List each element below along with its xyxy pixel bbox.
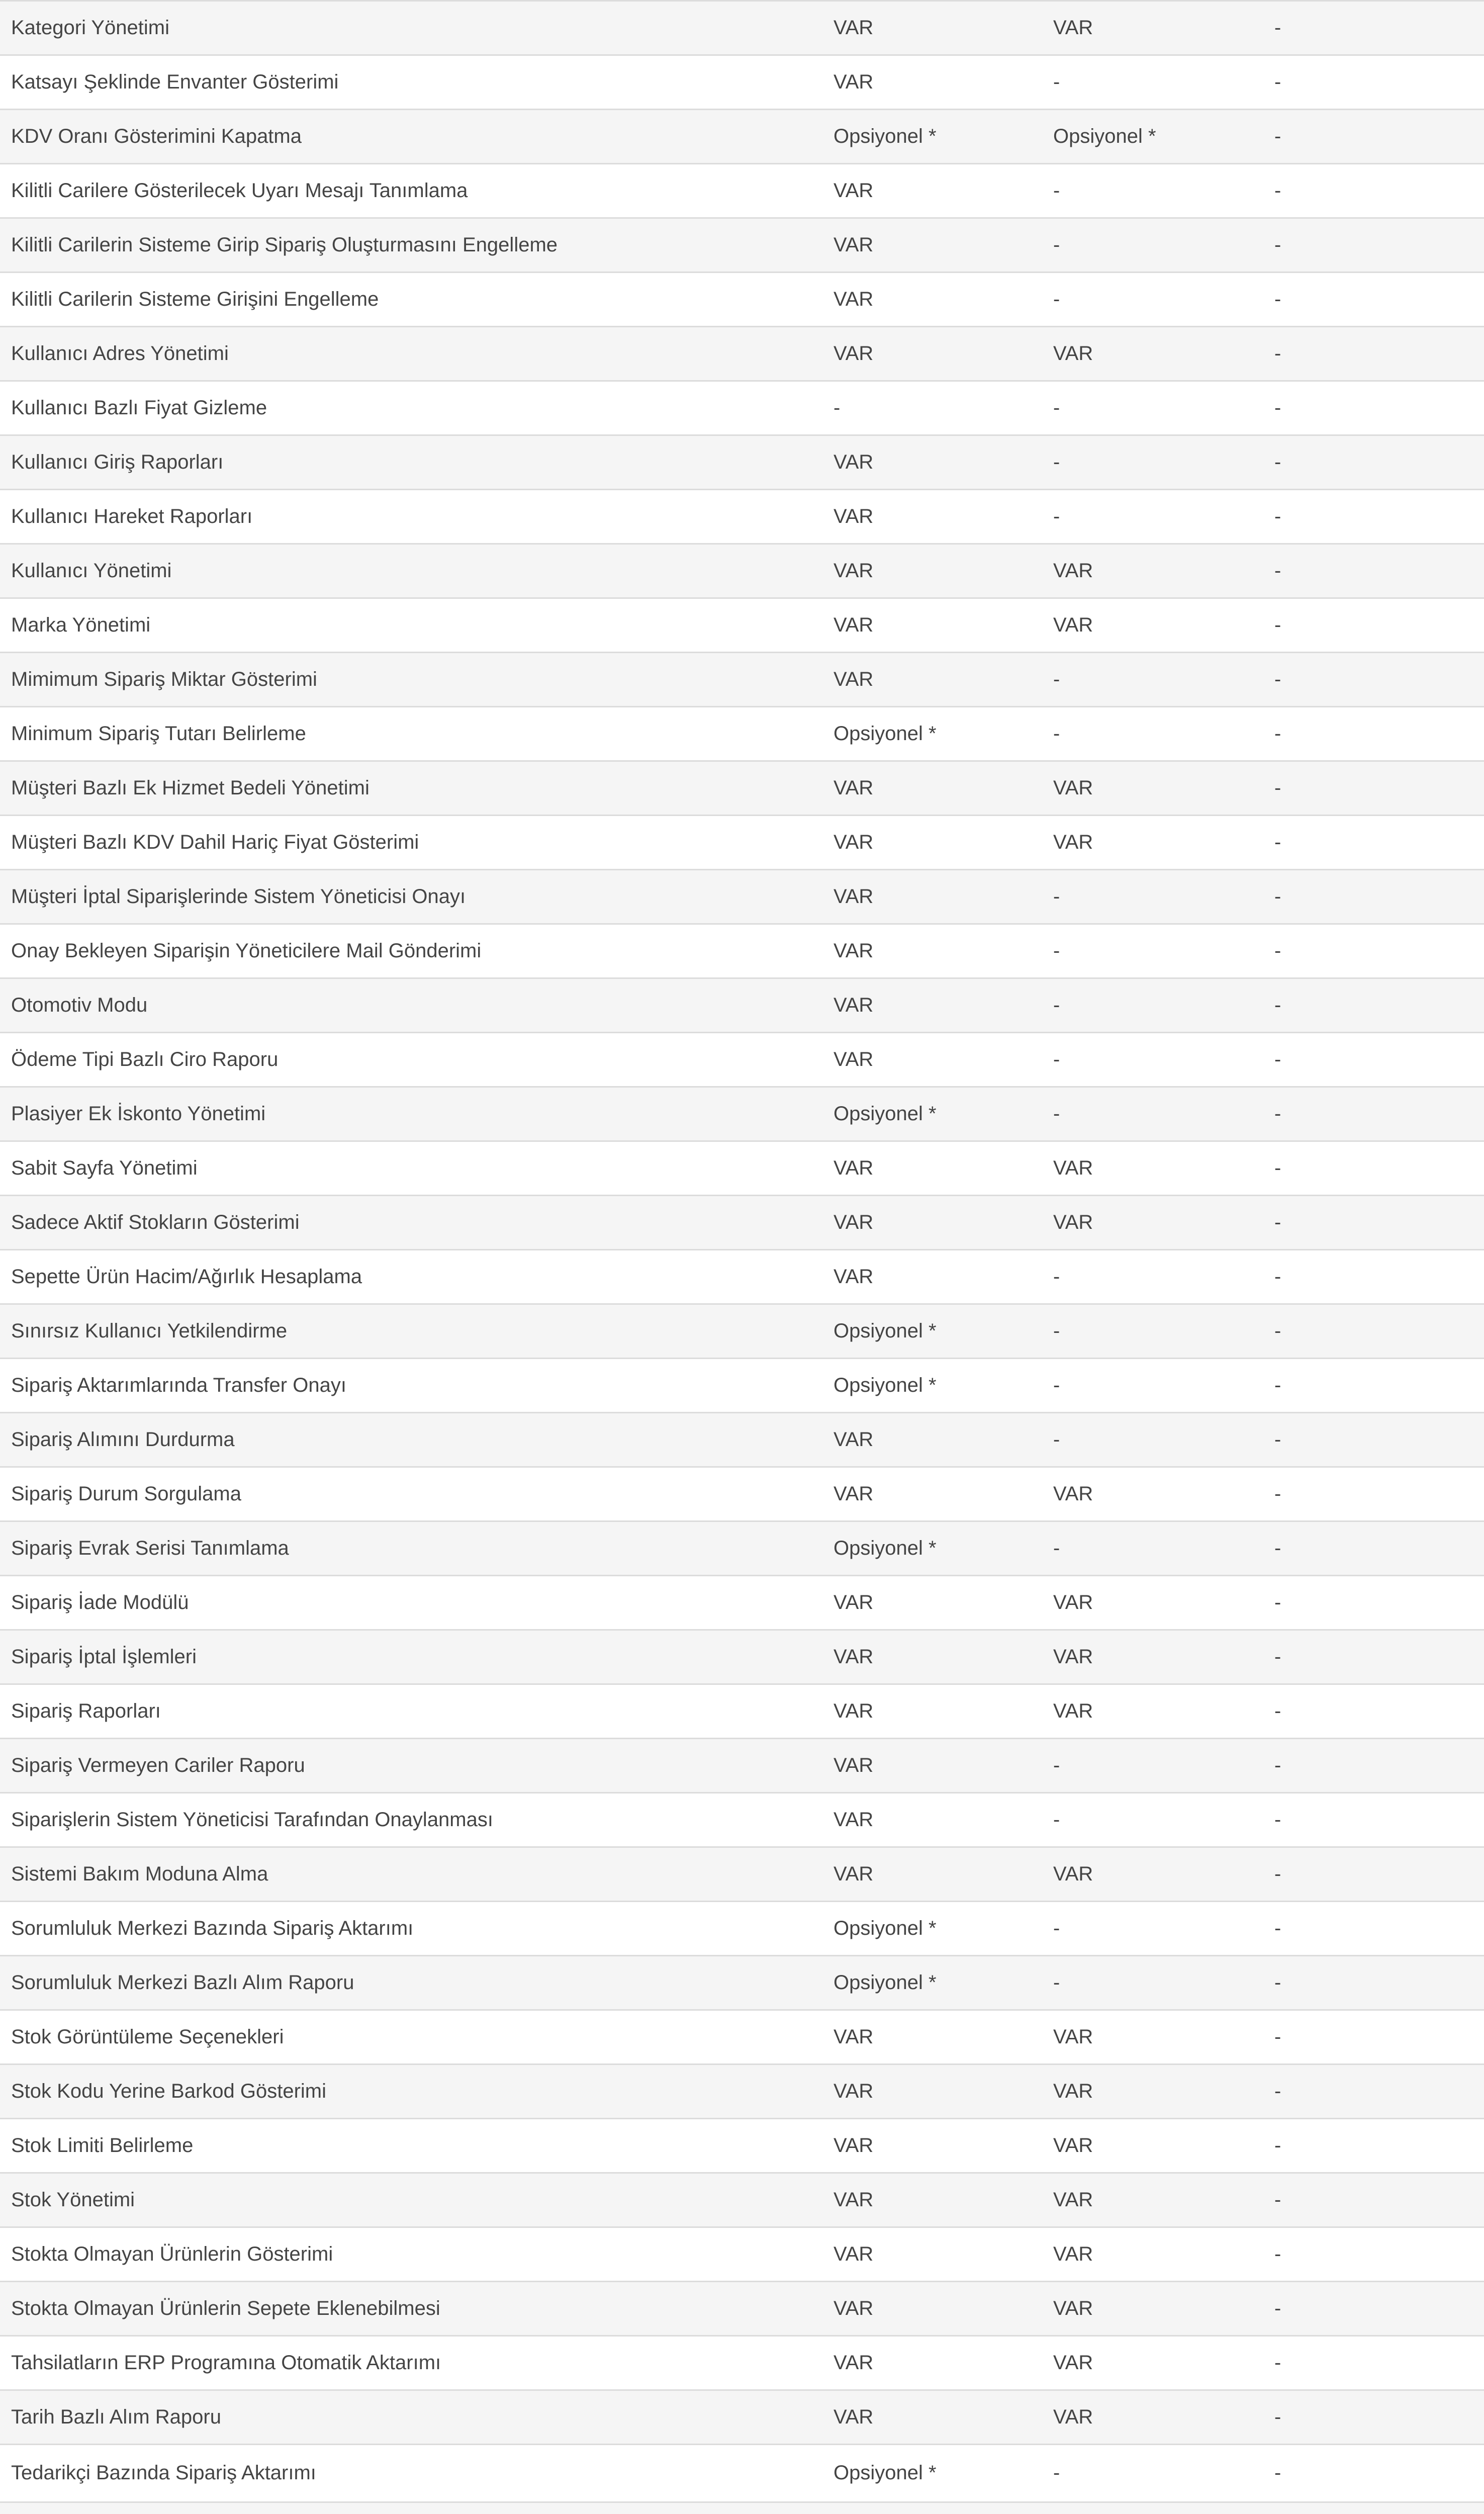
plan-3-value-cell: -: [1274, 1374, 1281, 1396]
feature-name-cell: Stok Görüntüleme Seçenekleri: [11, 2026, 284, 2048]
plan-3-value-cell: -: [1274, 2406, 1281, 2428]
plan-2-value-cell: VAR: [1053, 1591, 1093, 1613]
table-row: [0, 870, 1484, 924]
feature-name-cell: Onay Bekleyen Siparişin Yöneticilere Mail Gönderimi: [11, 940, 482, 962]
table-row: [0, 707, 1484, 761]
table-row: [0, 1521, 1484, 1576]
table-row: [0, 816, 1484, 870]
plan-1-value-cell: Opsiyonel *: [833, 1537, 937, 1559]
feature-name-cell: Kategori Yönetimi: [11, 17, 169, 39]
table-row: [0, 1684, 1484, 1739]
table-row: [0, 2336, 1484, 2390]
plan-3-value-cell: -: [1274, 1917, 1281, 1939]
plan-2-value-cell: -: [1053, 1809, 1060, 1831]
table-row: [0, 2445, 1484, 2502]
feature-name-cell: [0, 2502, 822, 2514]
feature-name-cell: Müşteri İptal Siparişlerinde Sistem Yöneticisi Onayı: [11, 885, 466, 908]
feature-name-cell: Kullanıcı Bazlı Fiyat Gizleme: [11, 397, 267, 419]
feature-name-cell: Müşteri Bazlı KDV Dahil Hariç Fiyat Gösterimi: [11, 831, 419, 853]
plan-3-value-cell: -: [1274, 614, 1281, 636]
plan-3-value-cell: -: [1274, 2243, 1281, 2265]
plan-2-value-cell: [1042, 2502, 1263, 2514]
plan-2-value-cell: -: [1053, 1374, 1060, 1396]
plan-2-value-cell: VAR: [1053, 1211, 1093, 1233]
feature-name-cell: Marka Yönetimi: [11, 614, 151, 636]
plan-2-value-cell: -: [1053, 2462, 1060, 2484]
plan-2-value-cell: -: [1053, 1754, 1060, 1776]
feature-name-cell: Minimum Sipariş Tutarı Belirleme: [11, 723, 306, 745]
plan-2-value-cell: VAR: [1053, 560, 1093, 582]
feature-name-cell: Kilitli Carilere Gösterilecek Uyarı Mesajı Tanımlama: [11, 179, 468, 202]
plan-1-value-cell: VAR: [833, 831, 874, 853]
plan-3-value-cell: -: [1274, 1971, 1281, 1994]
plan-3-value-cell: -: [1274, 234, 1281, 256]
table-row: [0, 1630, 1484, 1684]
table-row: [0, 761, 1484, 816]
feature-name-cell: Sipariş Vermeyen Cariler Raporu: [11, 1754, 305, 1776]
plan-1-value-cell: VAR: [833, 1700, 874, 1722]
plan-3-value-cell: -: [1274, 1048, 1281, 1070]
table-row: [0, 2010, 1484, 2064]
plan-2-value-cell: Opsiyonel *: [1053, 125, 1156, 147]
feature-name-cell: KDV Oranı Gösterimini Kapatma: [11, 125, 302, 147]
table-row: [0, 55, 1484, 110]
feature-name-cell: Sipariş Raporları: [11, 1700, 161, 1722]
feature-name-cell: Kullanıcı Yönetimi: [11, 560, 172, 582]
plan-1-value-cell: VAR: [833, 71, 874, 93]
table-row: [0, 1359, 1484, 1413]
plan-2-value-cell: -: [1053, 505, 1060, 527]
plan-2-value-cell: -: [1053, 1917, 1060, 1939]
plan-1-value-cell: VAR: [833, 560, 874, 582]
plan-2-value-cell: VAR: [1053, 2026, 1093, 2048]
table-row: [0, 273, 1484, 327]
plan-1-value-cell: VAR: [833, 614, 874, 636]
plan-1-value-cell: Opsiyonel *: [833, 1320, 937, 1342]
plan-1-value-cell: VAR: [833, 1266, 874, 1288]
plan-1-value-cell: Opsiyonel *: [833, 125, 937, 147]
feature-name-cell: Tarih Bazlı Alım Raporu: [11, 2406, 221, 2428]
plan-3-value-cell: -: [1274, 1320, 1281, 1342]
plan-1-value-cell: Opsiyonel *: [833, 1971, 937, 1994]
plan-1-value-cell: Opsiyonel *: [833, 1374, 937, 1396]
plan-1-value-cell: VAR: [833, 2134, 874, 2157]
table-row: [0, 2173, 1484, 2227]
feature-name-cell: Kilitli Carilerin Sisteme Girip Sipariş Oluşturmasını Engelleme: [11, 234, 558, 256]
plan-2-value-cell: -: [1053, 234, 1060, 256]
plan-3-value-cell: -: [1274, 451, 1281, 473]
plan-3-value-cell: -: [1274, 2189, 1281, 2211]
plan-3-value-cell: -: [1274, 1483, 1281, 1505]
feature-name-cell: Sorumluluk Merkezi Bazında Sipariş Aktarımı: [11, 1917, 414, 1939]
table-row: [0, 1902, 1484, 1956]
feature-name-cell: Sepette Ürün Hacim/Ağırlık Hesaplama: [11, 1266, 362, 1288]
plan-1-value-cell: VAR: [833, 2189, 874, 2211]
plan-3-value-cell: -: [1274, 1809, 1281, 1831]
table-row: [0, 653, 1484, 707]
table-row: [0, 1141, 1484, 1196]
table-row: [0, 327, 1484, 381]
table-row: [0, 1739, 1484, 1793]
plan-3-value-cell: -: [1274, 2134, 1281, 2157]
plan-2-value-cell: VAR: [1053, 2406, 1093, 2428]
table-row: [0, 978, 1484, 1033]
plan-2-value-cell: VAR: [1053, 1700, 1093, 1722]
table-row: [0, 2227, 1484, 2282]
table-row: [0, 110, 1484, 164]
plan-2-value-cell: VAR: [1053, 614, 1093, 636]
plan-1-value-cell: -: [833, 397, 841, 419]
plan-1-value-cell: VAR: [833, 451, 874, 473]
table-row: [0, 1196, 1484, 1250]
feature-name-cell: Tahsilatların ERP Programına Otomatik Aktarımı: [11, 2352, 441, 2374]
table-row: [0, 381, 1484, 435]
plan-3-value-cell: -: [1274, 2080, 1281, 2102]
feature-name-cell: Stokta Olmayan Ürünlerin Gösterimi: [11, 2243, 333, 2265]
plan-3-value-cell: -: [1274, 1157, 1281, 1179]
feature-name-cell: Tedarikçi Bazında Sipariş Aktarımı: [11, 2462, 316, 2484]
table-row: [0, 1087, 1484, 1141]
feature-name-cell: Ödeme Tipi Bazlı Ciro Raporu: [11, 1048, 279, 1070]
feature-name-cell: Sorumluluk Merkezi Bazlı Alım Raporu: [11, 1971, 354, 1994]
plan-1-value-cell: VAR: [833, 2352, 874, 2374]
plan-2-value-cell: VAR: [1053, 1646, 1093, 1668]
feature-name-cell: Stokta Olmayan Ürünlerin Sepete Eklenebilmesi: [11, 2297, 440, 2319]
table-row: [0, 1467, 1484, 1521]
table-row: [0, 490, 1484, 544]
feature-name-cell: Sadece Aktif Stokların Gösterimi: [11, 1211, 300, 1233]
plan-1-value-cell: VAR: [833, 1211, 874, 1233]
table-row: [0, 924, 1484, 978]
plan-3-value-cell: -: [1274, 2026, 1281, 2048]
table-row: [0, 435, 1484, 490]
plan-1-value-cell: VAR: [833, 2026, 874, 2048]
plan-3-value-cell: -: [1274, 1700, 1281, 1722]
plan-2-value-cell: VAR: [1053, 777, 1093, 799]
feature-name-cell: Katsayı Şeklinde Envanter Gösterimi: [11, 71, 339, 93]
plan-1-value-cell: VAR: [833, 777, 874, 799]
table-row: [0, 1576, 1484, 1630]
table-row: [0, 1413, 1484, 1467]
plan-2-value-cell: -: [1053, 1266, 1060, 1288]
table-row: [0, 1956, 1484, 2010]
feature-name-cell: Sipariş Durum Sorgulama: [11, 1483, 241, 1505]
plan-1-value-cell: Opsiyonel *: [833, 723, 937, 745]
plan-2-value-cell: VAR: [1053, 2243, 1093, 2265]
plan-1-value-cell: VAR: [833, 940, 874, 962]
feature-name-cell: Sipariş Evrak Serisi Tanımlama: [11, 1537, 289, 1559]
plan-2-value-cell: VAR: [1053, 2134, 1093, 2157]
plan-3-value-cell: -: [1274, 1211, 1281, 1233]
plan-3-value-cell: -: [1274, 1537, 1281, 1559]
feature-name-cell: Mimimum Sipariş Miktar Gösterimi: [11, 668, 317, 690]
plan-3-value-cell: -: [1274, 668, 1281, 690]
table-row: [0, 1033, 1484, 1087]
plan-2-value-cell: -: [1053, 1320, 1060, 1342]
plan-1-value-cell: VAR: [833, 1863, 874, 1885]
plan-1-value-cell: VAR: [833, 2080, 874, 2102]
plan-1-value-cell: VAR: [833, 17, 874, 39]
plan-3-value-cell: -: [1274, 179, 1281, 202]
feature-name-cell: Sistemi Bakım Moduna Alma: [11, 1863, 268, 1885]
plan-3-value-cell: -: [1274, 505, 1281, 527]
plan-2-value-cell: VAR: [1053, 2080, 1093, 2102]
plan-2-value-cell: VAR: [1053, 17, 1093, 39]
table-row: [0, 1847, 1484, 1902]
plan-3-value-cell: -: [1274, 2462, 1281, 2484]
plan-3-value-cell: -: [1274, 560, 1281, 582]
table-row: [0, 2119, 1484, 2173]
plan-2-value-cell: -: [1053, 723, 1060, 745]
plan-2-value-cell: -: [1053, 71, 1060, 93]
plan-3-value-cell: -: [1274, 1103, 1281, 1125]
plan-3-value-cell: -: [1274, 885, 1281, 908]
feature-name-cell: Sipariş İptal İşlemleri: [11, 1646, 197, 1668]
feature-name-cell: Kullanıcı Hareket Raporları: [11, 505, 253, 527]
table-body: [0, 1, 1484, 2514]
plan-3-value-cell: -: [1274, 2352, 1281, 2374]
plan-2-value-cell: -: [1053, 1048, 1060, 1070]
plan-3-value-cell: -: [1274, 1863, 1281, 1885]
plan-2-value-cell: VAR: [1053, 1863, 1093, 1885]
feature-name-cell: Kullanıcı Giriş Raporları: [11, 451, 224, 473]
plan-2-value-cell: VAR: [1053, 342, 1093, 365]
plan-2-value-cell: -: [1053, 288, 1060, 310]
plan-3-value-cell: -: [1274, 1754, 1281, 1776]
table-row: [0, 218, 1484, 273]
plan-3-value-cell: -: [1274, 777, 1281, 799]
plan-1-value-cell: VAR: [833, 1646, 874, 1668]
plan-1-value-cell: VAR: [833, 1591, 874, 1613]
feature-name-cell: Otomotiv Modu: [11, 994, 148, 1016]
feature-name-cell: Sipariş İade Modülü: [11, 1591, 189, 1613]
table-row: [0, 2282, 1484, 2336]
plan-3-value-cell: -: [1274, 397, 1281, 419]
table-row: [0, 164, 1484, 218]
plan-2-value-cell: -: [1053, 451, 1060, 473]
plan-2-value-cell: -: [1053, 994, 1060, 1016]
feature-name-cell: Siparişlerin Sistem Yöneticisi Tarafından Onaylanması: [11, 1809, 493, 1831]
feature-name-cell: Kullanıcı Adres Yönetimi: [11, 342, 229, 365]
plan-2-value-cell: -: [1053, 1103, 1060, 1125]
feature-name-cell: Müşteri Bazlı Ek Hizmet Bedeli Yönetimi: [11, 777, 369, 799]
plan-2-value-cell: -: [1053, 668, 1060, 690]
plan-1-value-cell: VAR: [833, 885, 874, 908]
plan-2-value-cell: -: [1053, 885, 1060, 908]
feature-name-cell: Sipariş Alımını Durdurma: [11, 1428, 235, 1451]
table-row: [0, 1, 1484, 55]
table-row: [0, 2502, 1484, 2514]
plan-3-value-cell: [1263, 2502, 1484, 2514]
plan-1-value-cell: [822, 2502, 1042, 2514]
plan-2-value-cell: VAR: [1053, 1483, 1093, 1505]
feature-name-cell: Sipariş Aktarımlarında Transfer Onayı: [11, 1374, 346, 1396]
table-row: [0, 544, 1484, 598]
table-row: [0, 1250, 1484, 1304]
plan-2-value-cell: VAR: [1053, 2352, 1093, 2374]
plan-1-value-cell: VAR: [833, 1048, 874, 1070]
plan-2-value-cell: -: [1053, 940, 1060, 962]
feature-name-cell: Stok Yönetimi: [11, 2189, 135, 2211]
feature-name-cell: Plasiyer Ek İskonto Yönetimi: [11, 1103, 266, 1125]
table-row: [0, 2390, 1484, 2445]
plan-2-value-cell: -: [1053, 1537, 1060, 1559]
plan-1-value-cell: VAR: [833, 179, 874, 202]
plan-2-value-cell: VAR: [1053, 1157, 1093, 1179]
plan-1-value-cell: VAR: [833, 2406, 874, 2428]
plan-3-value-cell: -: [1274, 2297, 1281, 2319]
plan-1-value-cell: VAR: [833, 2243, 874, 2265]
plan-2-value-cell: VAR: [1053, 831, 1093, 853]
plan-3-value-cell: -: [1274, 342, 1281, 365]
plan-2-value-cell: -: [1053, 397, 1060, 419]
plan-3-value-cell: -: [1274, 125, 1281, 147]
table-row: [0, 2064, 1484, 2119]
feature-name-cell: Kilitli Carilerin Sisteme Girişini Engelleme: [11, 288, 379, 310]
plan-1-value-cell: VAR: [833, 994, 874, 1016]
plan-3-value-cell: -: [1274, 940, 1281, 962]
plan-1-value-cell: VAR: [833, 1483, 874, 1505]
plan-1-value-cell: VAR: [833, 1157, 874, 1179]
plan-3-value-cell: -: [1274, 71, 1281, 93]
feature-name-cell: Stok Kodu Yerine Barkod Gösterimi: [11, 2080, 327, 2102]
plan-1-value-cell: Opsiyonel *: [833, 1917, 937, 1939]
plan-1-value-cell: VAR: [833, 1428, 874, 1451]
plan-2-value-cell: -: [1053, 1971, 1060, 1994]
plan-3-value-cell: -: [1274, 1646, 1281, 1668]
plan-3-value-cell: -: [1274, 17, 1281, 39]
table-row: [0, 1793, 1484, 1847]
plan-1-value-cell: VAR: [833, 2297, 874, 2319]
feature-name-cell: Stok Limiti Belirleme: [11, 2134, 194, 2157]
plan-3-value-cell: -: [1274, 1428, 1281, 1451]
plan-1-value-cell: Opsiyonel *: [833, 2462, 937, 2484]
plan-1-value-cell: VAR: [833, 1754, 874, 1776]
plan-3-value-cell: -: [1274, 1266, 1281, 1288]
plan-3-value-cell: -: [1274, 994, 1281, 1016]
plan-2-value-cell: -: [1053, 179, 1060, 202]
plan-1-value-cell: Opsiyonel *: [833, 1103, 937, 1125]
plan-2-value-cell: -: [1053, 1428, 1060, 1451]
plan-1-value-cell: VAR: [833, 288, 874, 310]
plan-1-value-cell: VAR: [833, 668, 874, 690]
plan-1-value-cell: VAR: [833, 1809, 874, 1831]
table-row: [0, 598, 1484, 653]
plan-3-value-cell: -: [1274, 831, 1281, 853]
feature-name-cell: Sabit Sayfa Yönetimi: [11, 1157, 198, 1179]
plan-3-value-cell: -: [1274, 288, 1281, 310]
plan-1-value-cell: VAR: [833, 234, 874, 256]
plan-3-value-cell: -: [1274, 1591, 1281, 1613]
feature-name-cell: Sınırsız Kullanıcı Yetkilendirme: [11, 1320, 288, 1342]
plan-1-value-cell: VAR: [833, 342, 874, 365]
plan-2-value-cell: VAR: [1053, 2189, 1093, 2211]
plan-2-value-cell: VAR: [1053, 2297, 1093, 2319]
plan-1-value-cell: VAR: [833, 505, 874, 527]
plan-3-value-cell: -: [1274, 723, 1281, 745]
table-row: [0, 1304, 1484, 1359]
